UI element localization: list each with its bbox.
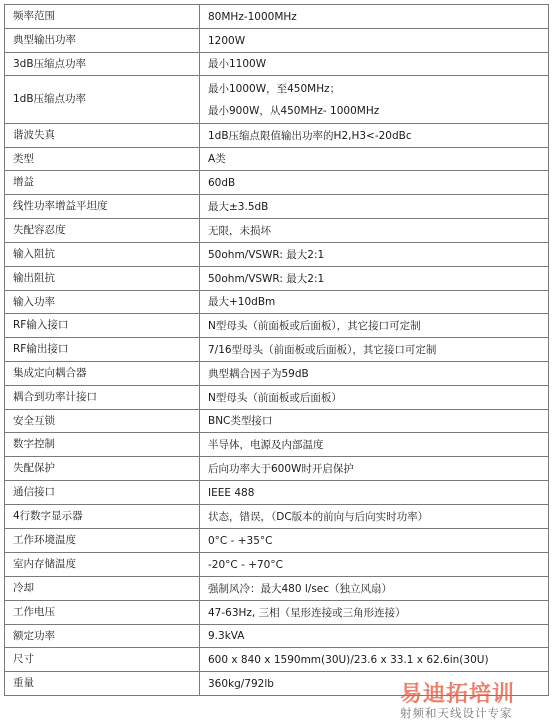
table-row: [5, 53, 549, 76]
spec-value-line: 9.3kVA: [208, 630, 245, 642]
table-row: [5, 338, 549, 362]
spec-value: [200, 171, 549, 195]
table-row: [5, 124, 549, 148]
spec-label: 失配保护: [5, 457, 200, 481]
table-row: [5, 553, 549, 577]
spec-value: [200, 625, 549, 648]
spec-value: [200, 338, 549, 362]
spec-table: [4, 4, 549, 696]
spec-value: [200, 243, 549, 267]
spec-value: [200, 481, 549, 505]
spec-label: 耦合到功率计接口: [5, 386, 200, 410]
table-row: [5, 481, 549, 505]
table-row: [5, 457, 549, 481]
spec-value-line: 1dB压缩点限值输出功率的H2,H3<-20dBc: [208, 129, 412, 142]
spec-label: 输入阻抗: [5, 243, 200, 267]
spec-label: 典型输出功率: [5, 29, 200, 53]
spec-value: [200, 433, 549, 457]
spec-value-line: 360kg/792lb: [208, 677, 274, 690]
spec-value: [200, 601, 549, 625]
spec-value: [200, 362, 549, 386]
spec-value: [200, 148, 549, 171]
spec-value-line: BNC类型接口: [208, 415, 273, 427]
spec-value: [200, 124, 549, 148]
table-row: [5, 601, 549, 625]
spec-label: 3dB压缩点功率: [5, 53, 200, 76]
table-row: [5, 433, 549, 457]
table-row: [5, 529, 549, 553]
spec-label: 室内存储温度: [5, 553, 200, 577]
spec-label: 类型: [5, 148, 200, 171]
table-row: [5, 505, 549, 529]
watermark: [400, 677, 550, 723]
table-row: [5, 267, 549, 291]
spec-label: 线性功率增益平坦度: [5, 195, 200, 219]
spec-label: 工作环境温度: [5, 529, 200, 553]
spec-label: 额定功率: [5, 625, 200, 648]
spec-label: 集成定向耦合器: [5, 362, 200, 386]
table-row: [5, 386, 549, 410]
spec-value-line: 最大+10dBm: [208, 296, 276, 308]
table-row: [5, 314, 549, 338]
spec-label: RF输出接口: [5, 338, 200, 362]
spec-value-line: 无限，未损坏: [208, 224, 271, 237]
spec-label: 冷却: [5, 577, 200, 601]
table-row: [5, 195, 549, 219]
spec-label: 通信接口: [5, 481, 200, 505]
spec-value-line: 状态，错误，（DC版本的前向与后向实时功率）: [208, 510, 429, 523]
spec-label: 失配容忍度: [5, 219, 200, 243]
spec-value-line: 50ohm/VSWR: 最大2:1: [208, 248, 325, 261]
table-row: [5, 362, 549, 386]
spec-label: 尺寸: [5, 648, 200, 672]
table-row: [5, 410, 549, 433]
spec-label: 1dB压缩点功率: [5, 76, 200, 124]
spec-label: 输出阻抗: [5, 267, 200, 291]
table-row: [5, 29, 549, 53]
spec-value-line: 7/16型母头（前面板或后面板），其它接口可定制: [208, 343, 437, 356]
table-row: [5, 243, 549, 267]
spec-label: 增益: [5, 171, 200, 195]
spec-value: [200, 553, 549, 577]
spec-label: 重量: [5, 672, 200, 696]
table-row: [5, 625, 549, 648]
table-row: [5, 219, 549, 243]
watermark-subtitle: 射频和天线设计专家: [400, 706, 513, 720]
spec-value: [200, 267, 549, 291]
spec-label: 安全互锁: [5, 410, 200, 433]
spec-label: 频率范围: [5, 5, 200, 29]
spec-value: [200, 53, 549, 76]
spec-value: [200, 457, 549, 481]
spec-value: [200, 291, 549, 314]
spec-label: RF输入接口: [5, 314, 200, 338]
table-row: [5, 577, 549, 601]
table-row: [5, 648, 549, 672]
spec-value-line: 后向功率大于600W时开启保护: [208, 462, 354, 475]
spec-value-line: 0°C - +35°C: [208, 534, 273, 547]
spec-value-line: 600 x 840 x 1590mm(30U)/23.6 x 33.1 x 62.6in(30U): [208, 653, 489, 666]
spec-value-line: 最大±3.5dB: [208, 200, 269, 213]
table-row: [5, 148, 549, 171]
spec-label: 4行数字显示器: [5, 505, 200, 529]
spec-value: [200, 5, 549, 29]
spec-value: [200, 386, 549, 410]
spec-value: [200, 505, 549, 529]
table-row: [5, 76, 549, 124]
spec-value-line: 80MHz-1000MHz: [208, 10, 297, 23]
spec-value-line: A类: [208, 153, 226, 165]
table-row: [5, 5, 549, 29]
spec-value-line: 50ohm/VSWR: 最大2:1: [208, 272, 325, 285]
spec-value: [200, 195, 549, 219]
spec-value-line: 半导体，电源及内部温度: [208, 438, 324, 451]
spec-value-line: 典型耦合因子为59dB: [208, 367, 309, 380]
spec-value-line: -20°C - +70°C: [208, 558, 283, 571]
spec-value-line: 强制风冷：最大480 l/sec（独立风扇）: [208, 582, 393, 595]
spec-value: [200, 29, 549, 53]
spec-value: [200, 529, 549, 553]
spec-value-line: 最小1000W，至450MHz；: [208, 82, 341, 95]
table-row: [5, 171, 549, 195]
spec-value-line: N型母头（前面板或后面板），其它接口可定制: [208, 319, 421, 332]
spec-value: [200, 577, 549, 601]
watermark-logo: 易迪拓培训: [400, 682, 516, 707]
spec-value-line: 最小1100W: [208, 58, 267, 70]
spec-value: [200, 648, 549, 672]
spec-value: [200, 314, 549, 338]
table-row: [5, 291, 549, 314]
spec-label: 工作电压: [5, 601, 200, 625]
spec-value: [200, 219, 549, 243]
spec-value-line: 60dB: [208, 176, 236, 189]
spec-value-line: 47-63Hz, 三相（星形连接或三角形连接）: [208, 606, 406, 619]
spec-value-line: 1200W: [208, 34, 246, 47]
spec-value: [200, 76, 549, 124]
spec-label: 数字控制: [5, 433, 200, 457]
spec-label: 谐波失真: [5, 124, 200, 148]
spec-value-line: 最小900W，从450MHz- 1000MHz: [208, 104, 380, 117]
spec-value-line: IEEE 488: [208, 486, 255, 499]
spec-value-line: N型母头（前面板或后面板）: [208, 391, 342, 404]
spec-value: [200, 410, 549, 433]
spec-label: 输入功率: [5, 291, 200, 314]
